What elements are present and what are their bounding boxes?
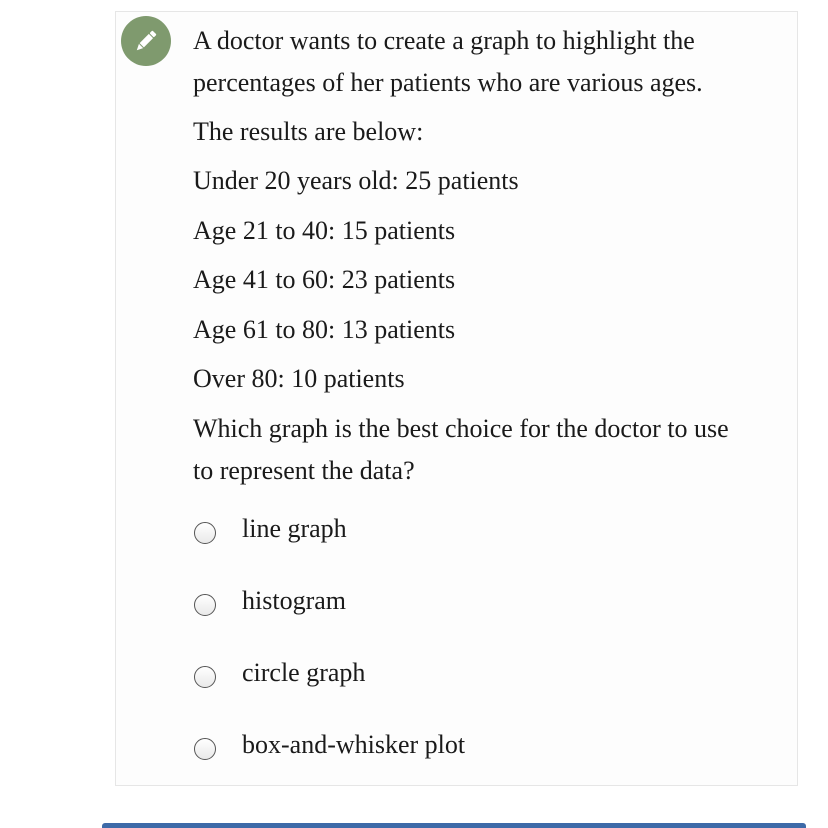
next-panel-edge	[102, 823, 806, 828]
option-label: line graph	[242, 514, 347, 543]
data-line-over-80: Over 80: 10 patients	[193, 364, 405, 393]
radio-button[interactable]	[194, 522, 216, 544]
radio-button[interactable]	[194, 594, 216, 616]
option-label: histogram	[242, 586, 346, 615]
pencil-icon	[131, 26, 161, 56]
data-line-21-40: Age 21 to 40: 15 patients	[193, 216, 456, 245]
option-line-graph[interactable]	[194, 511, 347, 547]
data-line-under-20: Under 20 years old: 25 patients	[193, 166, 519, 195]
edit-badge	[121, 16, 171, 66]
question-line-2: percentages of her patients who are various ages.	[193, 68, 703, 97]
option-box-and-whisker-plot[interactable]	[194, 727, 465, 763]
results-intro: The results are below:	[193, 117, 424, 146]
radio-button[interactable]	[194, 738, 216, 760]
radio-button[interactable]	[194, 666, 216, 688]
option-label: circle graph	[242, 658, 366, 687]
option-circle-graph[interactable]	[194, 655, 365, 691]
option-label: box-and-whisker plot	[242, 730, 466, 759]
question-line-1: A doctor wants to create a graph to highlight the	[193, 26, 695, 55]
data-line-41-60: Age 41 to 60: 23 patients	[193, 265, 456, 294]
data-line-61-80: Age 61 to 80: 13 patients	[193, 315, 456, 344]
option-histogram[interactable]	[194, 583, 346, 619]
prompt-line-2: to represent the data?	[193, 456, 415, 485]
prompt-line-1: Which graph is the best choice for the doctor to use	[193, 414, 729, 443]
